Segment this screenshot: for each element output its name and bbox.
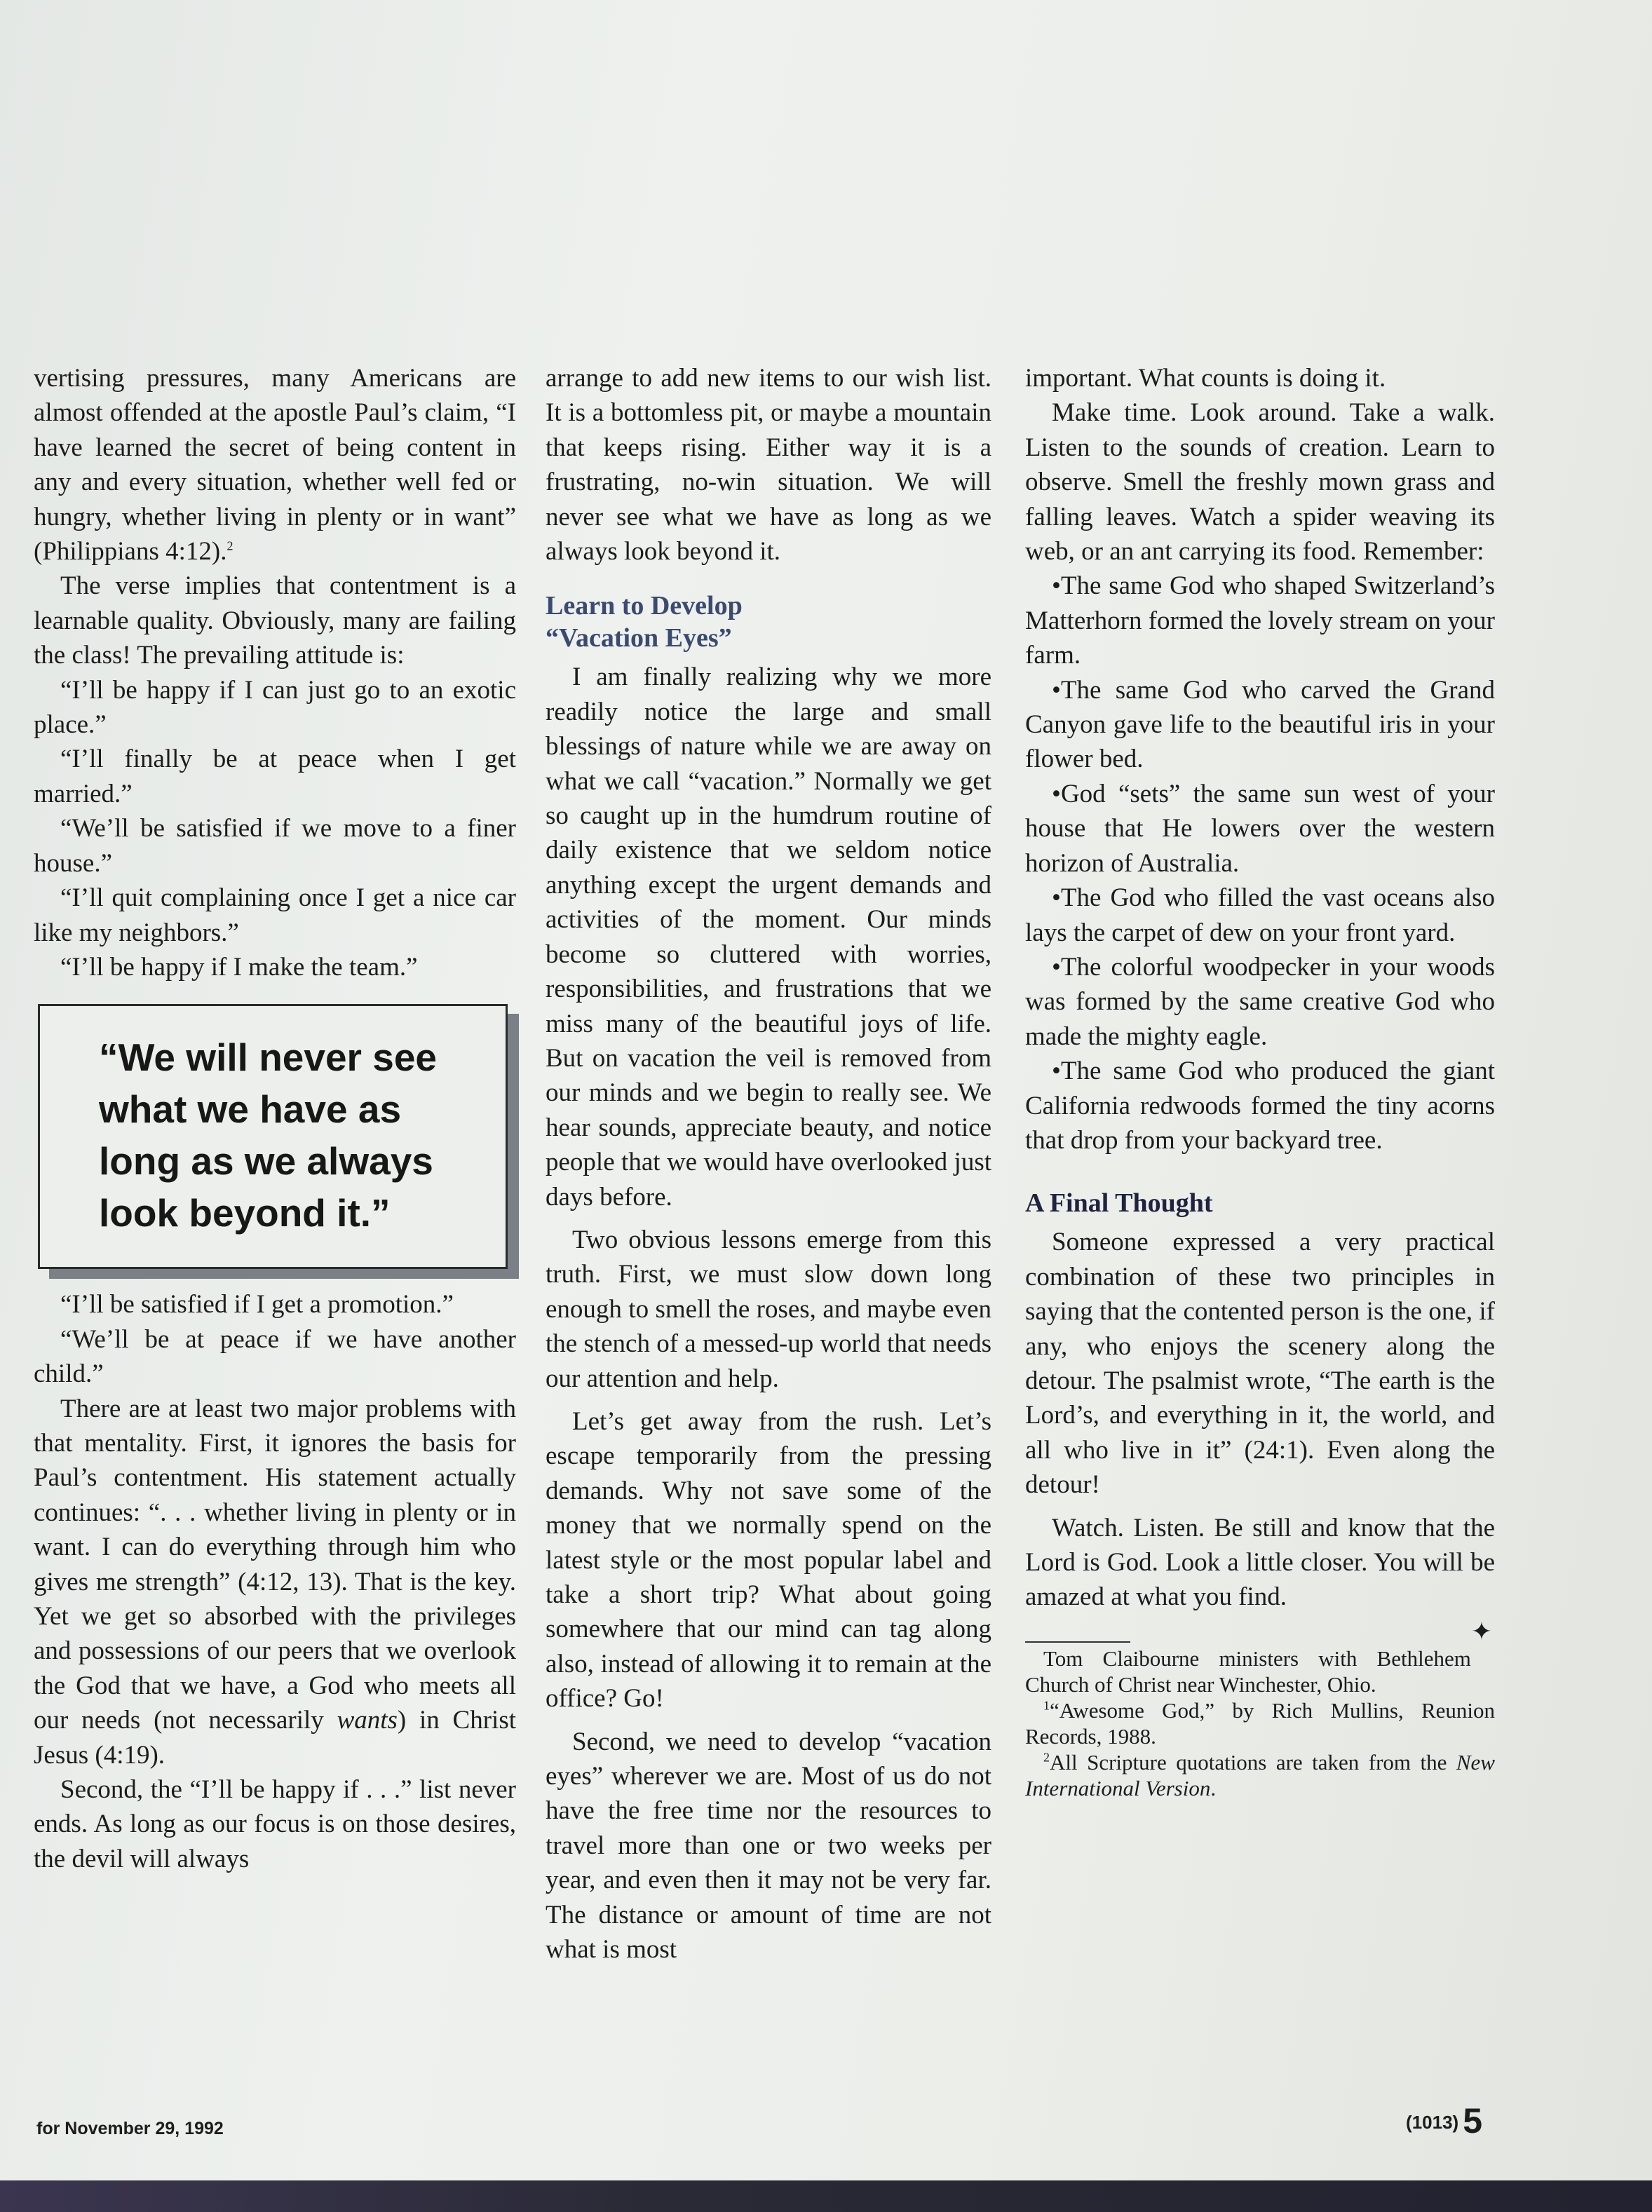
issue-date: for November 29, 1992	[36, 2119, 224, 2138]
quote-line: “I’ll finally be at peace when I get married.”	[34, 745, 516, 808]
list-item: •The colorful woodpecker in your woods was formed by the same creative God who made the mighty eagle.	[1025, 952, 1495, 1051]
footnote-mark: 2	[226, 538, 233, 553]
quote-line: “We’ll be at peace if we have another child.”	[34, 1324, 516, 1389]
paragraph: Let’s get away from the rush. Let’s escape temporarily from the pressing demands. Why not save some of the money that we normally spend on the latest style or the most popular label and take a short trip? What about going somewhere that our mind can tag along also, instead of allowing it to remain at the office? Go!	[546, 1406, 991, 1714]
author-bio: Tom Claibourne ministers with Bethlehem Church of Christ near Winchester, Ohio.	[1025, 1646, 1471, 1697]
end-ornament-icon: ✦	[1470, 1617, 1492, 1646]
footnote-1: $^1$“Awesome God,” by Rich Mullins, Reunion Records, 1988.	[1025, 1697, 1495, 1749]
list-item: •The God who filled the vast oceans also lays the carpet of dew on your front yard.	[1025, 883, 1495, 947]
list-item: •God “sets” the same sun west of your house that He lowers over the western horizon of Australia.	[1025, 779, 1495, 878]
paragraph: Watch. Listen. Be still and know that the Lord is God. Look a little closer. You will be amazed at what you find.	[1025, 1513, 1495, 1612]
quote-line: “I’ll be satisfied if I get a promotion.”	[60, 1290, 454, 1319]
paragraph: The verse implies that contentment is a learnable quality. Obviously, many are failing the class! The prevailing attitude is:	[34, 571, 516, 670]
section-heading: Learn to Develop “Vacation Eyes”	[546, 591, 743, 653]
page-number: 5	[1463, 2101, 1482, 2140]
list-item: •The same God who carved the Grand Canyon gave life to the beautiful iris in your flower bed.	[1025, 675, 1495, 774]
section-heading: A Final Thought	[1025, 1188, 1213, 1219]
folio-code: (1013)	[1406, 2112, 1459, 2133]
paragraph: Second, we need to develop “vacation eyes” wherever we are. Most of us do not have the free time nor the resources to travel more than one or two weeks per year, and even then it may not be very far. The distance or amount of time are not what is most	[546, 1727, 991, 1965]
quote-line: “We’ll be satisfied if we move to a finer house.”	[34, 814, 516, 878]
paragraph: Make time. Look around. Take a walk. Listen to the sounds of creation. Learn to observe. Smell the freshly mown grass and falling leaves. Watch a spider weaving its web, or an ant carrying its food. Remember:	[1025, 398, 1495, 566]
paragraph: Second, the “I’ll be happy if . . .” list never ends. As long as our focus is on those desires, the devil will always	[34, 1775, 516, 1873]
quote-line: “I’ll be happy if I make the team.”	[60, 952, 418, 982]
scan-edge	[0, 2180, 1652, 2212]
paragraph: important. What counts is doing it.	[1025, 364, 1386, 393]
pull-quote: “We will never see what we have as long as we always look beyond it.”	[38, 1004, 508, 1269]
list-item: •The same God who shaped Switzerland’s Matterhorn formed the lovely stream on your farm.	[1025, 571, 1495, 670]
quote-line: “I’ll be happy if I can just go to an exotic place.”	[34, 675, 516, 740]
footnote-rule	[1025, 1641, 1130, 1643]
paragraph: vertising pressures, many Americans are almost offended at the apostle Paul’s claim, “I have learned the secret of being content in any and every situation, whether well fed or hungry, whether living in plenty or in want” (Philippians 4:12).$^2$	[34, 364, 516, 566]
paragraph: arrange to add new items to our wish list. It is a bottomless pit, or maybe a mountain that keeps rising. Either way it is a frustrating, no-win situation. We will never see what we have as long as we always look beyond it.	[546, 364, 991, 566]
footnotes	[1025, 1646, 1495, 1801]
paragraph: I am finally realizing why we more readily notice the large and small blessings of nature while we are away on what we call “vacation.” Normally we get so caught up in the humdrum routine of daily existence that we seldom notice anything except the urgent demands and activities of the moment. Our minds become so cluttered with worries, responsibilities, and frustrations that we miss many of the beautiful joys of life. But on vacation the veil is removed from our minds and we begin to really see. We hear sounds, appreciate beauty, and notice people that we would have overlooked just days before.	[546, 663, 991, 1212]
paragraph: Someone expressed a very practical combination of these two principles in saying that the contented person is the one, if any, who enjoys the scenery along the detour. The psalmist wrote, “The earth is the Lord’s, and everything in it, the world, and all who live in it” (24:1). Even along the detour!	[1025, 1228, 1495, 1500]
quote-line: “I’ll quit complaining once I get a nice car like my neighbors.”	[34, 883, 516, 947]
column-3	[1025, 361, 1495, 1801]
paragraph: There are at least two major problems with that mentality. First, it ignores the basis for Paul’s contentment. His statement actually continues: “. . . whether living in plenty or in want. I can do everything through him who gives me strength” (4:12, 13). That is the key. Yet we get so absorbed with the privileges and possessions of our peers that we overlook the God that we have, a God who meets all our needs (not necessarily wants) in Christ Jesus (4:19).	[34, 1394, 516, 1770]
list-item: •The same God who produced the giant California redwoods formed the tiny acorns that drop from your backyard tree.	[1025, 1057, 1495, 1155]
paragraph: Two obvious lessons emerge from this truth. First, we must slow down long enough to smell the roses, and maybe even the stench of a messed-up world that needs our attention and help.	[546, 1225, 992, 1393]
page-folio	[1406, 2101, 1482, 2141]
footnote-2: $^2$All Scripture quotations are taken from the New International Version.	[1025, 1749, 1495, 1800]
column-2	[546, 361, 991, 1967]
column-1	[34, 361, 516, 1876]
